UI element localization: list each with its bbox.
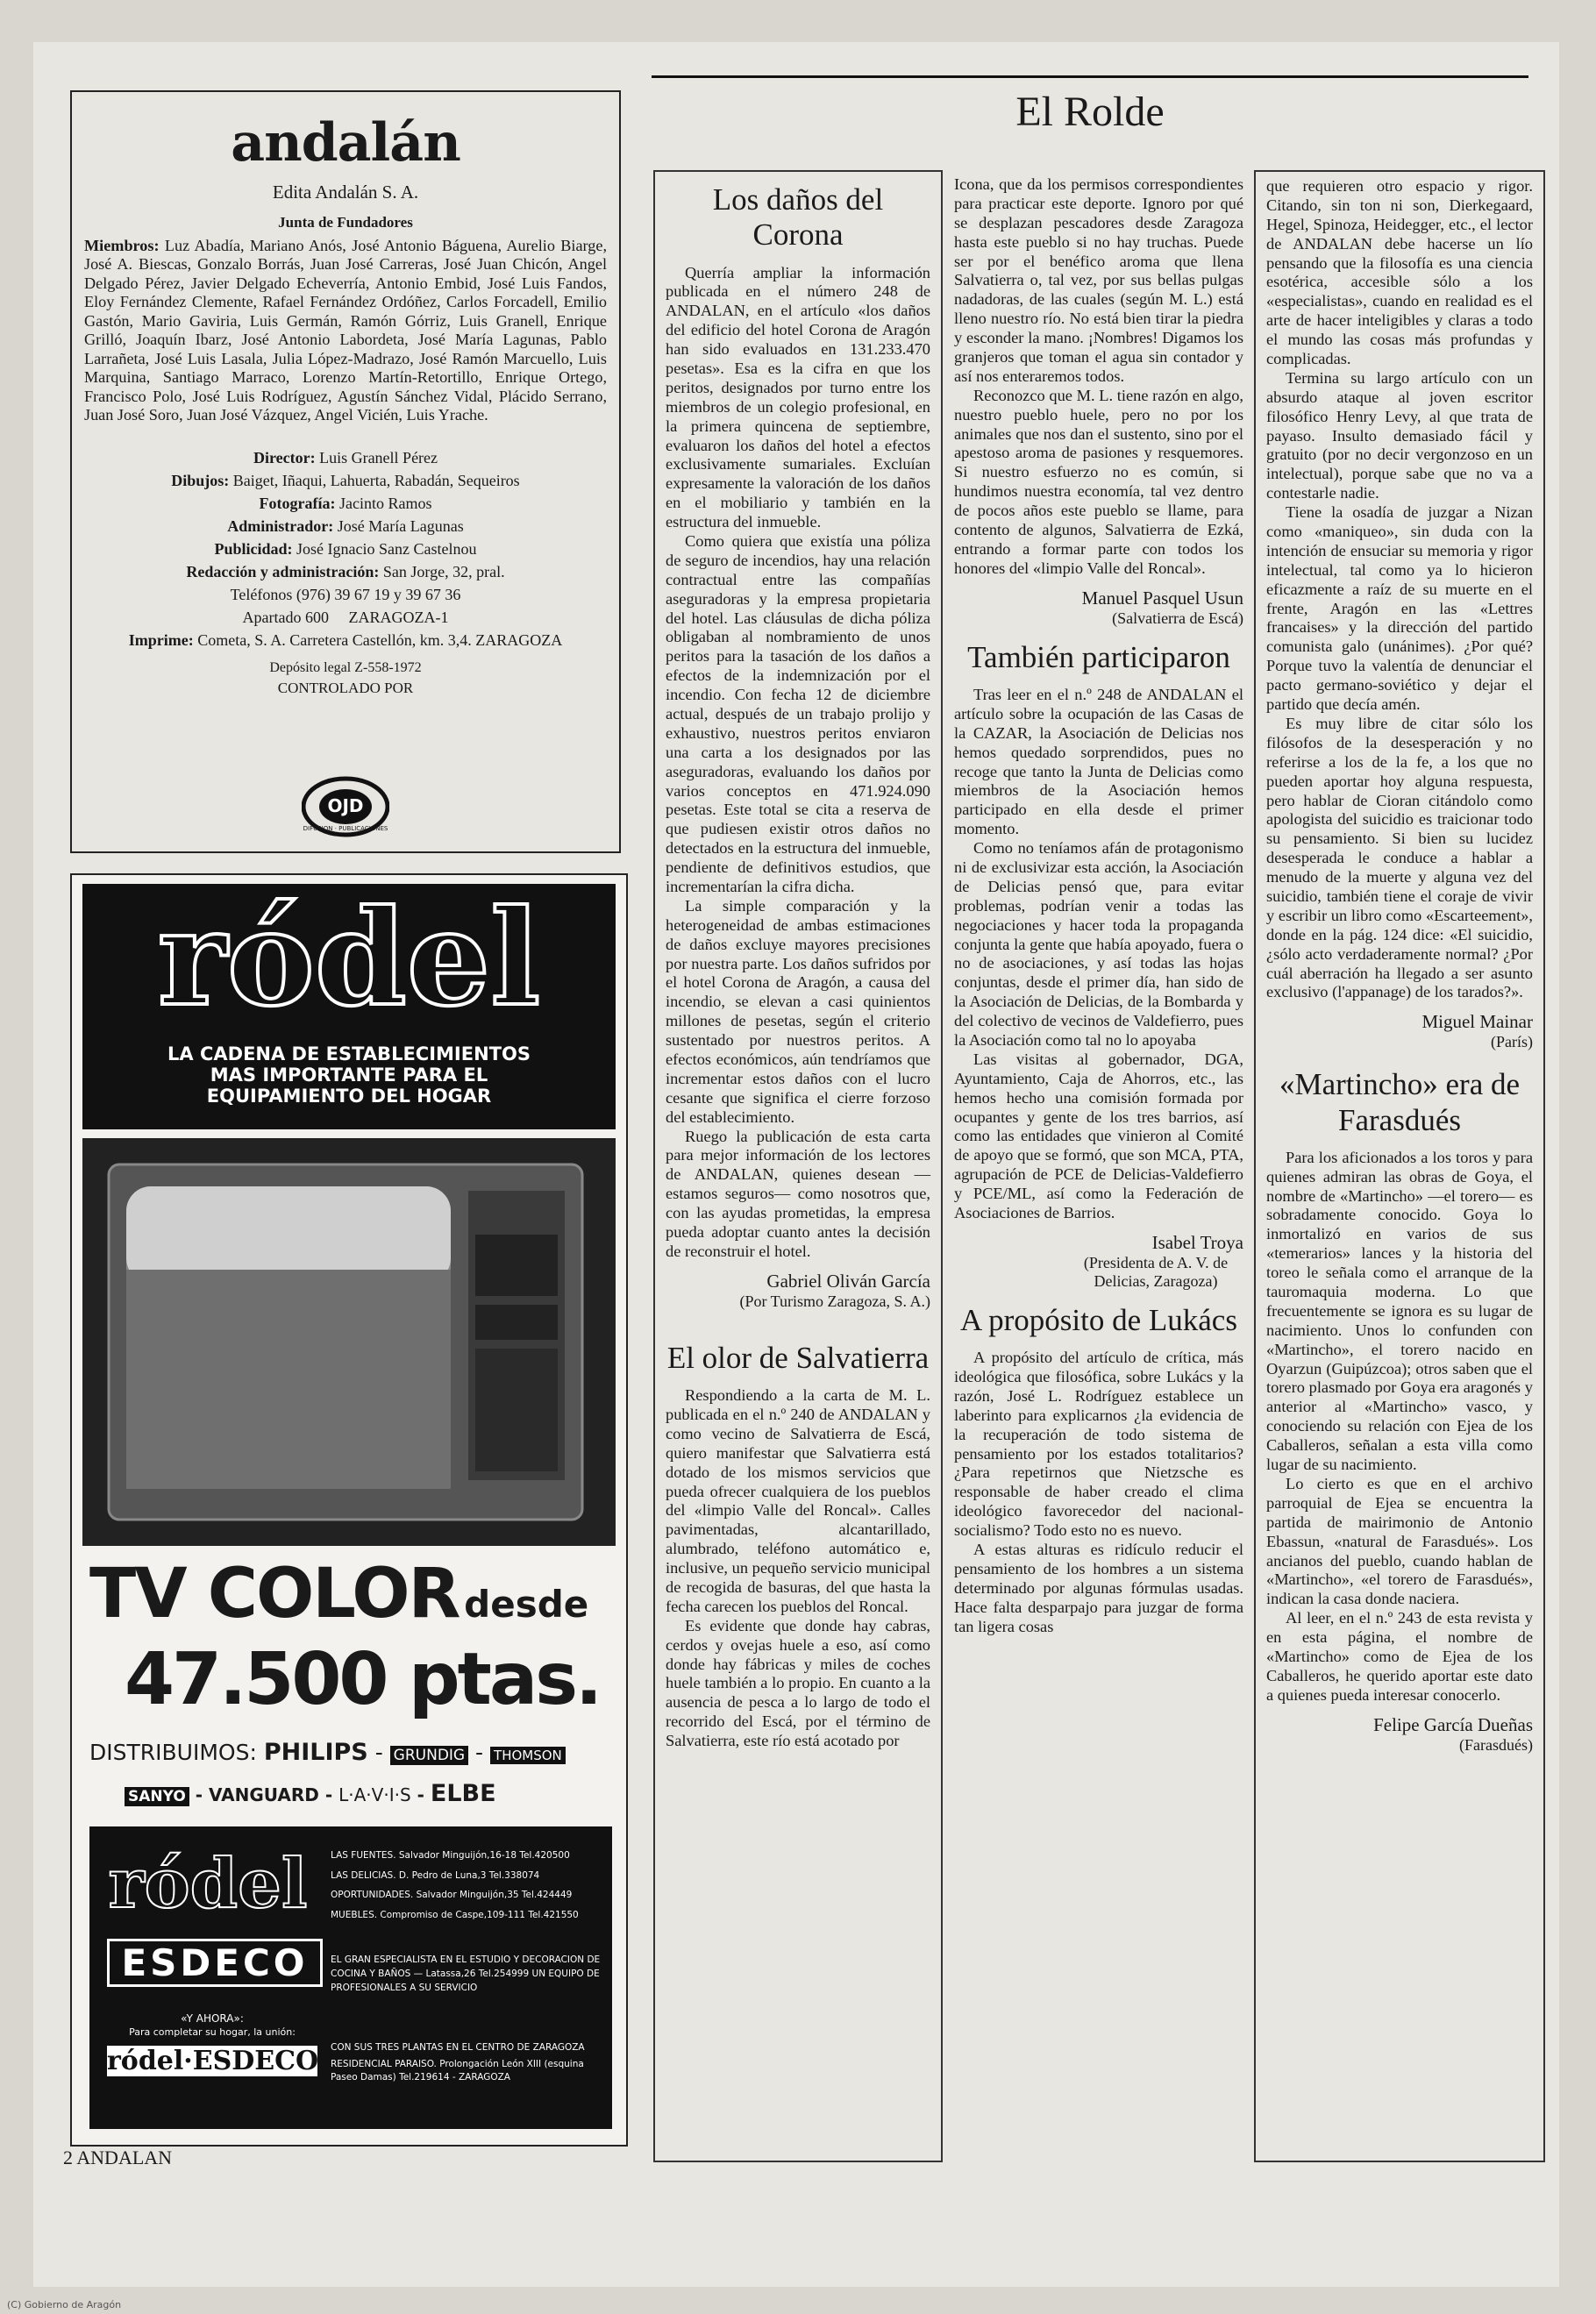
article-author: Miguel Mainar [1421, 1011, 1533, 1033]
article-body: Tras leer en el n.º 248 de ANDALAN el artículo sobre la ocupación de las Casas de la CAZAR, la Asociación de Delicias nos hemos quedado sorprendidos, pues no recoge que tanto la Junta de Delicias como miembros de la Asociación hemos participado en ella desde el primer momento. Como no teníamos afán de protagonismo ni de exclusivizar esta acción, la Asociación de Delicias pensó que, para evitar problemas, podrían venir a todas las negociaciones y hacer toda la propaganda conjunta la gente que había apoyado, fuera o no de asociaciones, y así todas las hojas conjuntas, desde el primer día, han sido de la Asociación de Delicias, de la Bombarda y del colectivo de vecinos de Valdefierro, pues la Asociación como tal no lo apoyaba Las visitas al gobernador, DGA, Ayuntamiento, Caja de Ahorros, etc., las hemos hecho una comisión formada por ocupantes y gente de los tres barrios, así como las entidades que vinieron al Comité de apoyo que se formó, que son MCA, PTA, agrupación de PCE de Delicias-Valdefierro y PCE/ML, así como la Federación de Asociaciones de Barrios. [954, 685, 1243, 1221]
brand-thomson: THOMSON [490, 1747, 566, 1764]
phones: Teléfonos (976) 39 67 19 y 39 67 36 [230, 586, 461, 604]
brands-row-2: SANYO - VANGUARD - L·A·V·I·S - ELBE [125, 1780, 616, 1807]
store-item: LAS DELICIAS. D. Pedro de Luna,3 Tel.338074 [331, 1869, 540, 1881]
article-title: «Martincho» era de Farasdués [1279, 1067, 1521, 1137]
page-footer: 2 ANDALAN [63, 2147, 173, 2168]
ad-tagline: LA CADENA DE ESTABLECIMIENTOS MAS IMPORTANTE PARA EL EQUIPAMIENTO DEL HOGAR [167, 1043, 531, 1107]
controlled-by: CONTROLADO POR [277, 679, 414, 696]
article-body: Icona, que da los permisos correspondientes para practicar este deporte. Ignoro por qué se desplazan pescadores desde Zaragoza hasta este pueblo si no hay truchas. Puede ser por el benéfico aroma que llena Salvatierra o, tal vez, por sus bellas pulgas nadadoras, de las cuales (según M. L.) está lleno nuestro río. No está bien tirar la piedra y esconder la mano. ¡Nombres! Digamos los granjeros que toman el agua sin contador y así nos enteraremos todos. Reconozco que M. L. tiene razón en algo, nuestro pueblo huele, pero no por los animales que nos dan el sustento, sino por el apestoso aroma de pasiones y resquemores. Si nuestro esfuerzo no es común, si hundimos nuestra economía, tal vez dentro de pocos años este pueblo se llame, para contento de algunos, Salvatierra de Ezká, entrando a formar parte con todos los honores del «limpio Valle del Roncal». [954, 175, 1243, 577]
ad-top-banner [82, 881, 616, 1129]
completar: Para completar su hogar, la unión: [129, 2026, 296, 2038]
brand-lavis: L·A·V·I·S [338, 1784, 411, 1805]
article-title: Los daños del Corona [712, 182, 884, 253]
article-author: Manuel Pasquel Usun [1081, 587, 1243, 609]
copyright-notice: (C) Gobierno de Aragón [7, 2299, 122, 2310]
article-affiliation: (Por Turismo Zaragoza, S. A.) [739, 1292, 930, 1310]
rodel-logo: ródel [157, 881, 541, 1036]
tv-color-headline [89, 1555, 616, 1634]
members-list: Miembros: Luz Abadía, Mariano Anós, José Antonio Báguena, Aurelio Biarge, José A. Biescas, Gonzalo Borrás, Juan José Carreras, José Juan Chicón, Angel Delgado Pérez, Javier Delgado Echeverría, Antonio Embid, José Luis Fandos, Eloy Fernández Clemente, Rafael Fernández Ordóñez, Carlos Forcadell, Emilio Gastón, Mario Gaviria, Luis Germán, Ramón Górriz, Luis Granell, Enrique Grilló, Joaquín Ibarz, José Antonio Labordeta, José María Lagunas, Pablo Larrañeta, José Luis Lasala, Julia López-Madrazo, José Ramón Marcuello, Luis Marquina, Santiago Marraco, Lorenzo Martín-Retortillo, Enrique Ortego, Francisco Polo, José Luis Rodríguez, Agustín Sánchez Vidal, Plácido Serrano, Juan José Soro, Juan José Vázquez, Angel Vicién, Luis Yrache. [84, 237, 607, 424]
article-title: A propósito de Lukács [960, 1302, 1237, 1337]
brand-elbe: ELBE [430, 1780, 496, 1807]
distributors-row: DISTRIBUIMOS: PHILIPS - GRUNDIG - THOMSON [89, 1739, 616, 1766]
brand-philips: PHILIPS [263, 1739, 368, 1766]
article-author: Felipe García Dueñas [1373, 1713, 1533, 1735]
masthead-box [70, 90, 621, 853]
masthead-logo: andalán [231, 112, 460, 174]
store-item: LAS FUENTES. Salvador Minguijón,16-18 Tel.420500 [331, 1850, 570, 1861]
column-1 [653, 170, 943, 2162]
legal-deposit: Depósito legal Z-558-1972 [269, 659, 422, 675]
y-ahora: «Y AHORA»: [181, 2012, 244, 2025]
ad-bottom-banner [89, 1826, 612, 2129]
store-item: OPORTUNIDADES. Salvador Minguijón,35 Tel.424449 [331, 1890, 573, 1901]
section-title: El Rolde [1015, 89, 1165, 135]
specialist-text: EL GRAN ESPECIALISTA EN EL ESTUDIO Y DECORACION DE COCINA Y BAÑOS — Latassa,26 Tel.254999 UN EQUIPO DE PROFESIONALES A SU SERVICIO [331, 1954, 601, 1993]
rodel-logo-small: ródel [108, 1844, 308, 1924]
brand-vanguard: VANGUARD [209, 1784, 319, 1805]
rodel-advertisement [70, 873, 628, 2147]
article-body: Querría ampliar la información publicada en el número 248 de ANDALAN, en el artículo «los daños del edificio del hotel Corona de Aragón han sido evaluados en 131.233.470 pesetas». Esa es la cifra en que los peritos, designados por turno entre los miembros de un colegio profesional, en la primera quincena de septiembre, evaluaron los daños del hotel a efectos exclusivamente sumariales. Excluían expresamente la valoración de los daños en el mobiliario y también en la estructura del inmueble. Como quiera que existía una póliza de seguro de incendios, hay una relación contractual entre las compañías aseguradoras y la empresa propietaria del hotel. Las cláusulas de dicha póliza obligaban al nombramiento de unos peritos para la tasación de los daños a efectos de la indemnización por el incendio. Con fecha 12 de diciembre actual, después de un trabajo prolijo y exhaustivo, nuestros peritos enviaron una carta a los designados por las aseguradoras, evaluando los daños por varios conceptos en 471.924.090 pesetas. Este total se cita a reserva de que pudiesen existir otros daños no detectados en la estructura del inmueble, pendiente de definitivos estudios, que incrementarían la cifra dicha. La simple comparación y la heterogeneidad de ambas estimaciones de daños excluye mayores precisiones por nuestra parte. Los daños sufridos por el hotel Corona de Aragón, a causa del incendio, se elevan a casi quinientos millones de pesetas, según el criterio sustentado por nuestros peritos. A efectos económicos, aún tendríamos que incrementar estos daños con el lucro cesante que significa el cierre forzoso del establecimiento. Ruego la publicación de esta carta para mejor información de los lectores de ANDALAN, quienes desean —estamos seguros— como nosotros que, con las ayudas prometidas, la empresa pueda adoptar cuanto antes la decisión de reconstruir el hotel. [666, 263, 930, 1260]
newspaper-page [33, 42, 1559, 2287]
article-title: También participaron [967, 639, 1230, 674]
article-affiliation: (Salvatierra de Escá) [1112, 609, 1243, 627]
credit-line: Director: Luis Granell Pérez [253, 448, 438, 466]
tres-plantas: CON SUS TRES PLANTAS EN EL CENTRO DE ZARAGOZA [331, 2042, 585, 2053]
junta-title: Junta de Fundadores [278, 214, 413, 231]
credit-line: Fotografía: Jacinto Ramos [259, 494, 432, 512]
article-author: Gabriel Oliván García [766, 1270, 930, 1292]
credit-line: Administrador: José María Lagunas [227, 516, 464, 535]
article-affiliation: (Presidenta de A. V. de Delicias, Zaragoza) [1083, 1253, 1229, 1290]
publisher-line: Edita Andalán S. A. [272, 182, 419, 203]
article-affiliation: (París) [1491, 1033, 1533, 1051]
esdeco-logo: ESDECO [107, 1939, 323, 1987]
column-2 [954, 170, 1243, 2168]
po-box: Apartado 600 ZARAGOZA-1 [242, 609, 449, 627]
article-body: que requieren otro espacio y rigor. Citando, sin ton ni son, Dierkegaard, Hegel, Spinoza, Heidegger, etc., el lector de ANDALAN debe hacerse un lío pensando que la filosofía es una ciencia esotérica, accesible sólo a los «especialistas», cuando en realidad es el arte de hacer inteligibles y claras a todo el mundo las cosas más profundas y complicadas. Termina su largo artículo con un absurdo ataque al joven escritor filosófico Henry Levy, al que trata de payaso. Insulto demasiado fácil y gratuito (por no decir vergonzoso en un intelectual), porque sabe que no va a contestarle nadie. Tiene la osadía de juzgar a Nizan como «maniqueo», sin duda con la intención de ensuciar su memoria y rigor intelectual, tal como ya lo hicieron eficazmente a raíz de su muerte en el frente, Aragón en las «Lettres francaises» y la dirección del partido comunista galo (unánimes). ¿Por qué? Porque tuvo la valentía de denunciar el pacto germano-soviético y dejar el partido que decía amén. Es muy libre de citar sólo los filósofos de la desesperación y no referirse a los de la fe, a los que no pueden aportar hoy alguna respuesta, pero hablar de Cioran citándolo como apologista del suicidio es traicionar todo su pensamiento. Si bien su lucidez desesperada le conduce a hablar a menudo de la muerte y alguna vez del suicidio, también tiene el coraje de vivir y escribir un libro como «Escarteement», donde en la pág. 124 dice: «El suicidio, ¿sólo acto verdaderamente normal? ¿Por cuál aberración ha llegado a ser asunto exclusivo (l'appanage) de los tarados?». [1266, 177, 1533, 1001]
ojd-seal: OJD DIFUSION · PUBLICACIONES [302, 776, 389, 837]
section-header-rule [652, 75, 1528, 78]
rodel-esdeco-combo: ródel·ESDECO [107, 2046, 319, 2076]
credit-line: Publicidad: José Ignacio Sanz Castelnou [214, 540, 477, 559]
credit-line: Redacción y administración: San Jorge, 32, pral. [186, 563, 505, 581]
column-3 [1254, 170, 1545, 2162]
paraiso-address: RESIDENCIAL PARAISO. Prolongación León XIII (esquina Paseo Damas) Tel.219614 - ZARAGOZA [331, 2059, 584, 2083]
price: 47.500 ptas. [125, 1638, 601, 1721]
tv-photo [82, 1138, 616, 1546]
tv-color-label: TV COLOR [89, 1555, 460, 1634]
desde-label: desde [464, 1583, 589, 1626]
brand-sanyo: SANYO [125, 1787, 189, 1806]
article-body: Respondiendo a la carta de M. L. publicada en el n.º 240 de ANDALAN y como vecino de Salvatierra de Escá, quiero manifestar que Salvatierra está dotado de los mismos servicios que pueda ofrecer cualquiera de los pueblos del «limpio Valle del Roncal». Calles pavimentadas, alcantarillado, alumbrado, teléfono automático e, inclusive, un pequeño servicio municipal de recogida de basuras, del que hasta la fecha carecen los pueblos del Roncal. Es evidente que donde hay cabras, cerdos y ovejas huele a eso, así como donde hay fábricas y miles de coches huele también a lo propio. En cuanto a la ausencia de pesca a lo largo de todo el recorrido del Escá, por el término de Salvatierra, este río está acotado por [666, 1386, 930, 1750]
credit-line: Dibujos: Baiget, Iñaqui, Lahuerta, Rabadán, Sequeiros [171, 471, 520, 489]
article-author: Isabel Troya [1151, 1231, 1243, 1253]
article-title: El olor de Salvatierra [666, 1340, 930, 1375]
television-image [82, 1138, 616, 1546]
credits [84, 446, 607, 700]
brand-grundig: GRUNDIG [390, 1746, 468, 1765]
store-list [331, 1846, 602, 1925]
article-body: A propósito del artículo de crítica, más ideológica que filosófica, sobre Lukács y la razón, José L. Rodríguez establece un laberinto para explicarnos ¿la evidencia de la recuperación de todo sistema de pensamiento por los estados totalitarios? ¿Para repetirnos que Nietzsche es responsable de haber creado el clima ideológico favorecedor del nacional-socialismo? Todo esto no es nuevo. A estas alturas es ridículo reducir el pensamiento de los hombres a un sistema determinado por algunas fórmulas usadas. Hace falta desparpajo para juzgar de forma tan ligera cosas [954, 1349, 1243, 1635]
article-body: Para los aficionados a los toros y para quienes admiran las obras de Goya, el nombre de «Martincho» —el torero— es sobradamente conocido. Goya lo inmortalizó en varios de sus «temerarios» lances y la historia del toreo le señala como el arranque de la tauromaquia moderna. Lo que frecuentemente se ignora es su lugar de nacimiento. Unos lo confunden con «Martincho», el torero nacido en Oyarzun (Guipúzcoa); otros saben que el torero plasmado por Goya era aragonés y anterior al «Martincho» vasco, y conociendo su relación con Ejea de los Caballeros, señalan a esta villa como lugar de su nacimiento. Lo cierto es que en el archivo parroquial de Ejea se encuentra la partida de mairimonio de Antonio Ebassun, «natural de Farasdués». Los ancianos del pueblo, cuando hablan de «Martincho», «el torero de Farasdués», indican la casa donde naciera. Al leer, en el n.º 243 de esta revista y en esta página, el nombre de «Martincho» como de Ejea de los Caballeros, he querido aportar este dato a quienes pueda interesar conocerlo. [1266, 1148, 1533, 1704]
printer: Imprime: Cometa, S. A. Carretera Castellón, km. 3,4. ZARAGOZA [128, 631, 563, 650]
article-affiliation: (Farasdués) [1459, 1735, 1533, 1754]
store-item: MUEBLES. Compromiso de Caspe,109-111 Tel.421550 [331, 1909, 579, 1920]
